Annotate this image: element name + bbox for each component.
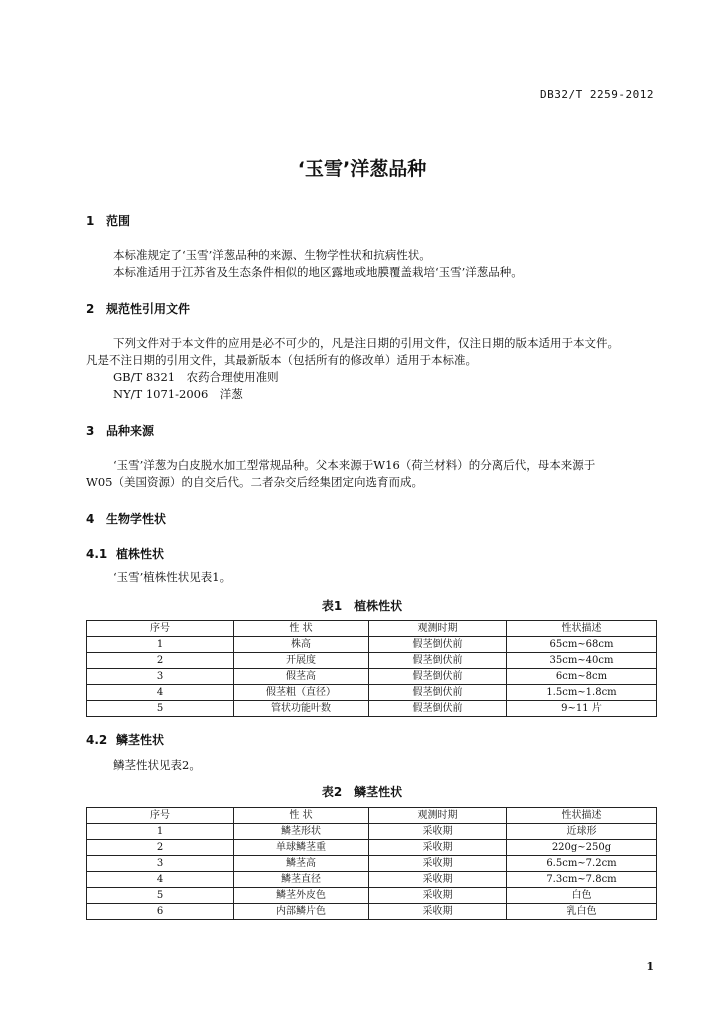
section-4-2-heading <box>86 731 164 748</box>
table-cell: 1.5cm~1.8cm <box>507 685 657 701</box>
section-number: 4.1 <box>86 547 108 561</box>
column-header: 序号 <box>87 808 234 824</box>
table-cell: 3 <box>87 669 234 685</box>
table-cell: 220g~250g <box>507 840 657 856</box>
table-cell: 1 <box>87 824 234 840</box>
paragraph: 鳞茎性状见表2。 <box>113 758 201 772</box>
section-4-1-heading <box>86 545 164 562</box>
paragraph: W05（美国资源）的自交后代。二者杂交后经集团定向选育而成。 <box>86 475 423 489</box>
table-cell: 5 <box>87 888 234 904</box>
table-2-bulb-traits <box>86 807 657 920</box>
table-cell: 开展度 <box>234 653 369 669</box>
column-header: 性状描述 <box>507 621 657 637</box>
table-row <box>87 888 657 904</box>
document-title: ‘玉雪’洋葱品种 <box>297 158 427 180</box>
column-header: 观测时期 <box>369 621 507 637</box>
section-number: 4.2 <box>86 733 108 747</box>
table-cell: 白色 <box>507 888 657 904</box>
table-cell: 假茎倒伏前 <box>369 685 507 701</box>
table-row <box>87 840 657 856</box>
paragraph: 凡是不注日期的引用文件，其最新版本（包括所有的修改单）适用于本标准。 <box>86 353 477 367</box>
section-title: 范围 <box>106 214 131 228</box>
table-cell: 鳞茎形状 <box>234 824 369 840</box>
table-cell: 采收期 <box>369 824 507 840</box>
section-4-heading <box>86 510 166 527</box>
table-cell: 单球鳞茎重 <box>234 840 369 856</box>
table-title: 植株性状 <box>354 599 403 613</box>
table-cell: 内部鳞片色 <box>234 904 369 920</box>
table-cell: 6 <box>87 904 234 920</box>
table-row <box>87 637 657 653</box>
table-label: 表1 <box>321 599 343 613</box>
table-cell: 4 <box>87 685 234 701</box>
section-number: 4 <box>86 512 95 526</box>
section-title: 规范性引用文件 <box>106 302 191 316</box>
paragraph: ‘玉雪’植株性状见表1。 <box>113 570 232 584</box>
table-cell: 2 <box>87 653 234 669</box>
column-header: 性 状 <box>234 808 369 824</box>
table-1-caption <box>0 597 724 614</box>
paragraph: 下列文件对于本文件的应用是必不可少的，凡是注日期的引用文件，仅注日期的版本适用于本文件。 <box>113 336 619 350</box>
reference-item: NY/T 1071-2006 洋葱 <box>113 387 243 401</box>
table-cell: 鳞茎高 <box>234 856 369 872</box>
table-row <box>87 904 657 920</box>
table-cell: 近球形 <box>507 824 657 840</box>
table-cell: 鳞茎直径 <box>234 872 369 888</box>
section-title: 植株性状 <box>116 547 165 561</box>
table-label: 表2 <box>321 785 343 799</box>
table-row <box>87 685 657 701</box>
table-cell: 采收期 <box>369 888 507 904</box>
paragraph: 本标准规定了‘玉雪’洋葱品种的来源、生物学性状和抗病性状。 <box>113 248 431 262</box>
column-header: 性 状 <box>234 621 369 637</box>
table-cell: 鳞茎外皮色 <box>234 888 369 904</box>
section-title: 品种来源 <box>106 424 155 438</box>
table-row <box>87 701 657 717</box>
section-number: 2 <box>86 302 95 316</box>
column-header: 性状描述 <box>507 808 657 824</box>
document-number: DB32/T 2259-2012 <box>540 88 654 101</box>
table-cell: 假茎倒伏前 <box>369 701 507 717</box>
table-cell: 1 <box>87 637 234 653</box>
section-number: 1 <box>86 214 95 228</box>
paragraph: 本标准适用于江苏省及生态条件相似的地区露地或地膜覆盖栽培‘玉雪’洋葱品种。 <box>113 265 523 279</box>
table-title: 鳞茎性状 <box>354 785 403 799</box>
table-header-row <box>87 621 657 637</box>
table-cell: 株高 <box>234 637 369 653</box>
table-cell: 假茎倒伏前 <box>369 637 507 653</box>
table-cell: 5 <box>87 701 234 717</box>
table-cell: 35cm~40cm <box>507 653 657 669</box>
section-1-heading <box>86 212 130 229</box>
table-cell: 6.5cm~7.2cm <box>507 856 657 872</box>
table-cell: 7.3cm~7.8cm <box>507 872 657 888</box>
table-cell: 4 <box>87 872 234 888</box>
section-2-heading <box>86 300 190 317</box>
table-cell: 假茎高 <box>234 669 369 685</box>
table-cell: 管状功能叶数 <box>234 701 369 717</box>
section-3-heading <box>86 422 154 439</box>
section-title: 鳞茎性状 <box>116 733 165 747</box>
table-cell: 采收期 <box>369 904 507 920</box>
table-header-row <box>87 808 657 824</box>
section-title: 生物学性状 <box>106 512 167 526</box>
table-cell: 采收期 <box>369 840 507 856</box>
table-cell: 假茎倒伏前 <box>369 653 507 669</box>
page-number: 1 <box>646 960 654 973</box>
table-cell: 2 <box>87 840 234 856</box>
reference-item: GB/T 8321 农药合理使用准则 <box>113 370 279 384</box>
table-row <box>87 872 657 888</box>
table-row <box>87 669 657 685</box>
table-cell: 采收期 <box>369 856 507 872</box>
table-row <box>87 856 657 872</box>
column-header: 序号 <box>87 621 234 637</box>
table-cell: 假茎倒伏前 <box>369 669 507 685</box>
table-cell: 3 <box>87 856 234 872</box>
table-row <box>87 653 657 669</box>
section-number: 3 <box>86 424 95 438</box>
table-cell: 65cm~68cm <box>507 637 657 653</box>
table-cell: 6cm~8cm <box>507 669 657 685</box>
table-row <box>87 824 657 840</box>
table-cell: 假茎粗（直径） <box>234 685 369 701</box>
column-header: 观测时期 <box>369 808 507 824</box>
table-cell: 采收期 <box>369 872 507 888</box>
table-cell: 乳白色 <box>507 904 657 920</box>
table-cell: 9~11 片 <box>507 701 657 717</box>
paragraph: ‘玉雪’洋葱为白皮脱水加工型常规品种。父本来源于W16（荷兰材料）的分离后代，母本来源于 <box>113 458 596 472</box>
table-1-plant-traits <box>86 620 657 717</box>
table-2-caption <box>0 783 724 800</box>
